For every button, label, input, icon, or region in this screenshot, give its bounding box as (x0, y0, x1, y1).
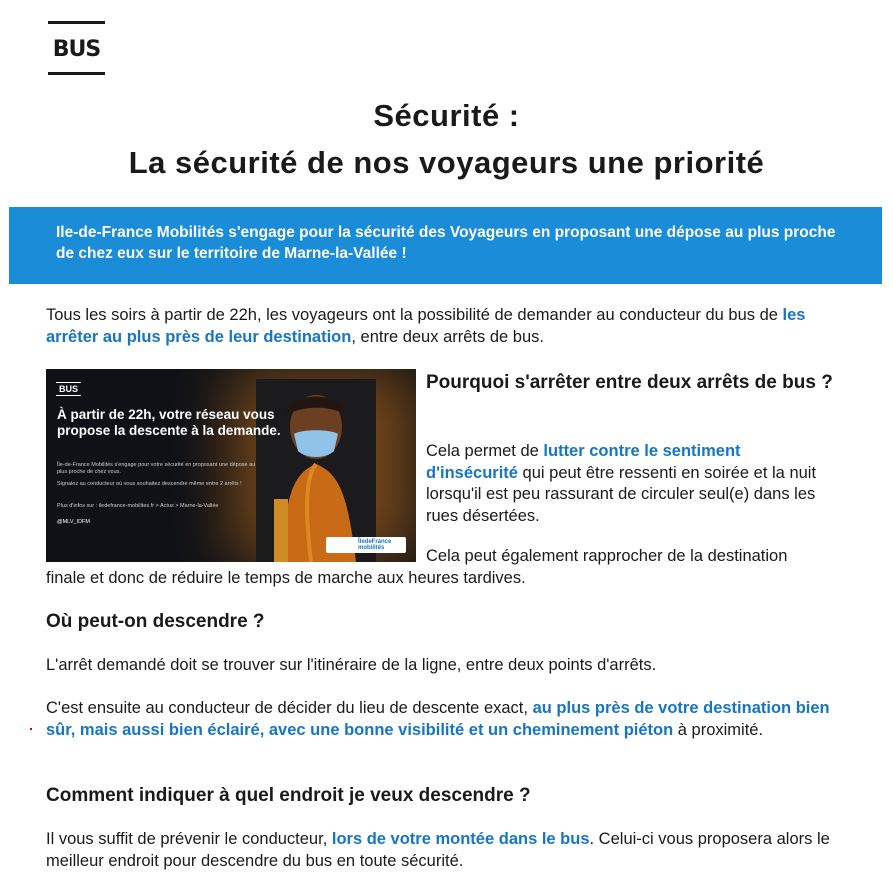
why-paragraph-1 (426, 441, 836, 527)
how-heading: Comment indiquer à quel endroit je veux descendre ? (46, 785, 531, 806)
how-text-end: . Celui-ci vous proposera alors le meilleur endroit pour descendre du bus en toute sécurité. (46, 830, 830, 870)
poster-text-1: Île-de-France Mobilités s'engage pour votre sécurité en proposant une dépose au plus proche de chez vous. (57, 462, 256, 475)
poster-bus-tag: BUS (56, 382, 81, 396)
how-highlight: lors de votre montée dans le bus (331, 830, 590, 848)
info-banner (9, 207, 882, 284)
intro-paragraph (46, 305, 846, 348)
tag-rule-bottom (48, 72, 105, 75)
poster-logo-text: ÎledeFrance mobilités (358, 539, 392, 551)
where-highlight: au plus près de votre destination bien sûr, mais aussi bien éclairé, avec une bonne visibilité et un cheminement piéton (46, 699, 830, 739)
banner-text: Ile-de-France Mobilités s'engage pour la sécurité des Voyageurs en proposant une dépose au plus proche de chez eux sur le territoire de Marne-la-Vallée ! (56, 224, 836, 262)
red-ink-mark (30, 728, 32, 730)
why-paragraph-2-line1: Cela peut également rapprocher de la destination (426, 547, 788, 565)
how-text: Il vous suffit de prévenir le conducteur, (46, 830, 332, 848)
poster-text-2: Signalez au conducteur où vous souhaitez descendre même entre 2 arrêts ! (57, 481, 242, 487)
why-heading: Pourquoi s'arrêter entre deux arrêts de bus ? (426, 372, 833, 393)
intro-text-end: , entre deux arrêts de bus. (351, 327, 544, 346)
bus-tag (48, 21, 105, 75)
poster-text-3: Plus d'infos sur : iledefrance-mobilites.fr > Actus > Marne-la-Vallée (57, 503, 219, 509)
why-paragraph-2-line2: finale et donc de réduire le temps de marche aux heures tardives. (46, 569, 526, 587)
poster-headline: À partir de 22h, votre réseau vous propose la descente à la demande. (57, 407, 281, 438)
why-text: Cela permet de (426, 442, 544, 460)
where-paragraph-1: L'arrêt demandé doit se trouver sur l'itinéraire de la ligne, entre deux points d'arrêts. (46, 656, 657, 674)
why-text-end: qui peut être ressenti en soirée et la nuit lorsqu'il est peu rassurant de circuler seul(e) dans les rues désertées. (426, 463, 817, 525)
bus-tag-label: BUS (52, 37, 101, 62)
where-text-end: à proximité. (673, 720, 764, 739)
intro-highlight: les arrêter au plus près de leur destination (46, 306, 806, 346)
intro-text: Tous les soirs à partir de 22h, les voyageurs ont la possibilité de demander au conducteur du bus de (46, 306, 783, 324)
how-paragraph (46, 829, 846, 872)
where-text: C'est ensuite au conducteur de décider du lieu de descente exact, (46, 699, 533, 717)
where-paragraph-2 (46, 698, 846, 741)
poster-social-handle: @MLV_IDFM (57, 519, 90, 525)
why-highlight: lutter contre le sentiment d'insécurité (426, 442, 741, 482)
page-title: Sécurité : (373, 98, 520, 133)
where-heading: Où peut-on descendre ? (46, 611, 265, 632)
campaign-poster-image (46, 369, 416, 562)
tag-rule-top (48, 21, 105, 24)
page-subtitle: La sécurité de nos voyageurs une priorité (128, 145, 765, 180)
